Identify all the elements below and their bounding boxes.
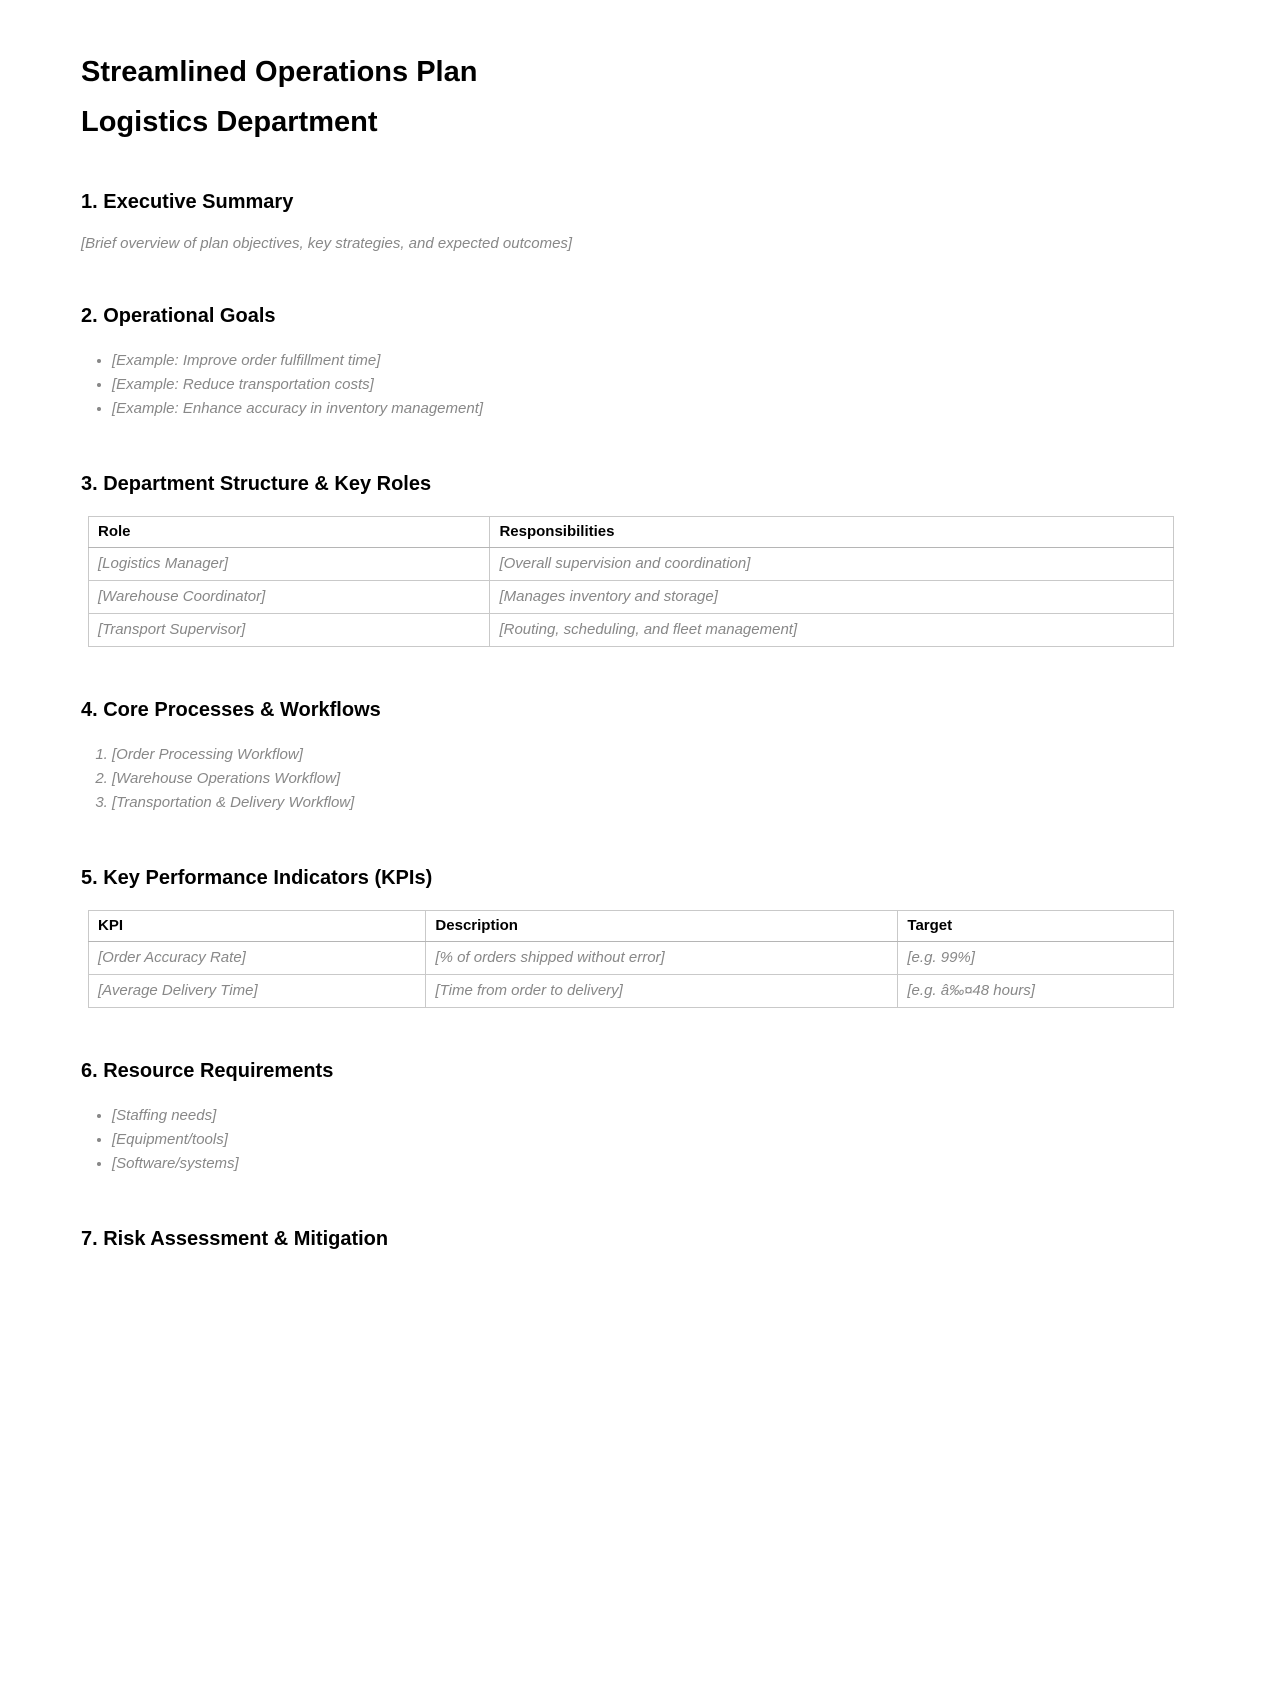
- list-item: • [Example: Reduce transportation costs]: [112, 373, 1174, 397]
- table-row: [89, 975, 1174, 1008]
- list-item: • [Equipment/tools]: [112, 1128, 1174, 1152]
- column-header-target: Target: [898, 911, 1174, 942]
- table-row: [89, 614, 1174, 647]
- target-cell: [e.g. â‰¤48 hours]: [898, 975, 1174, 1008]
- column-header-role: Role: [89, 517, 490, 548]
- department-structure-heading: 3. Department Structure & Key Roles: [81, 473, 432, 495]
- operational-goals-heading: 2. Operational Goals: [81, 305, 276, 327]
- column-header-kpi: KPI: [89, 911, 426, 942]
- section-risk-assessment: [81, 1228, 1174, 1251]
- resource-requirements-heading: 6. Resource Requirements: [81, 1060, 334, 1082]
- executive-summary-placeholder: [Brief overview of plan objectives, key strategies, and expected outcomes]: [81, 235, 573, 252]
- kpis-table: [88, 910, 1174, 1008]
- core-processes-heading: 4. Core Processes & Workflows: [81, 699, 381, 721]
- kpis-heading: 5. Key Performance Indicators (KPIs): [81, 867, 433, 889]
- table-row: [89, 548, 1174, 581]
- column-header-responsibilities: Responsibilities: [490, 517, 1174, 548]
- kpi-cell: [Average Delivery Time]: [89, 975, 426, 1008]
- executive-summary-heading: 1. Executive Summary: [81, 191, 294, 213]
- list-item: • [Staffing needs]: [112, 1104, 1174, 1128]
- table-header-row: [89, 911, 1174, 942]
- responsibilities-cell: [Overall supervision and coordination]: [490, 548, 1174, 581]
- role-cell: [Transport Supervisor]: [89, 614, 490, 647]
- responsibilities-cell: [Manages inventory and storage]: [490, 581, 1174, 614]
- core-processes-list: [81, 743, 1174, 815]
- list-item: 1. [Order Processing Workflow]: [112, 743, 1174, 767]
- section-operational-goals: [81, 305, 1174, 421]
- roles-table: [88, 516, 1174, 647]
- risk-assessment-heading: 7. Risk Assessment & Mitigation: [81, 1228, 389, 1250]
- operational-goals-list: [81, 349, 1174, 421]
- role-cell: [Warehouse Coordinator]: [89, 581, 490, 614]
- list-item: 3. [Transportation & Delivery Workflow]: [112, 791, 1174, 815]
- column-header-description: Description: [426, 911, 898, 942]
- resource-requirements-list: [81, 1104, 1174, 1176]
- section-core-processes: [81, 699, 1174, 815]
- role-cell: [Logistics Manager]: [89, 548, 490, 581]
- table-row: [89, 942, 1174, 975]
- section-kpis: [81, 867, 1174, 1008]
- description-cell: [% of orders shipped without error]: [426, 942, 898, 975]
- kpi-cell: [Order Accuracy Rate]: [89, 942, 426, 975]
- section-executive-summary: [81, 191, 1174, 253]
- list-item: • [Example: Enhance accuracy in inventory management]: [112, 397, 1174, 421]
- document-title-line2: Logistics Department: [81, 106, 378, 138]
- responsibilities-cell: [Routing, scheduling, and fleet management]: [490, 614, 1174, 647]
- document-title-line1: Streamlined Operations Plan: [81, 56, 478, 88]
- section-resource-requirements: [81, 1060, 1174, 1176]
- description-cell: [Time from order to delivery]: [426, 975, 898, 1008]
- table-row: [89, 581, 1174, 614]
- target-cell: [e.g. 99%]: [898, 942, 1174, 975]
- list-item: • [Software/systems]: [112, 1152, 1174, 1176]
- table-header-row: [89, 517, 1174, 548]
- section-department-structure: [81, 473, 1174, 647]
- list-item: 2. [Warehouse Operations Workflow]: [112, 767, 1174, 791]
- list-item: • [Example: Improve order fulfillment time]: [112, 349, 1174, 373]
